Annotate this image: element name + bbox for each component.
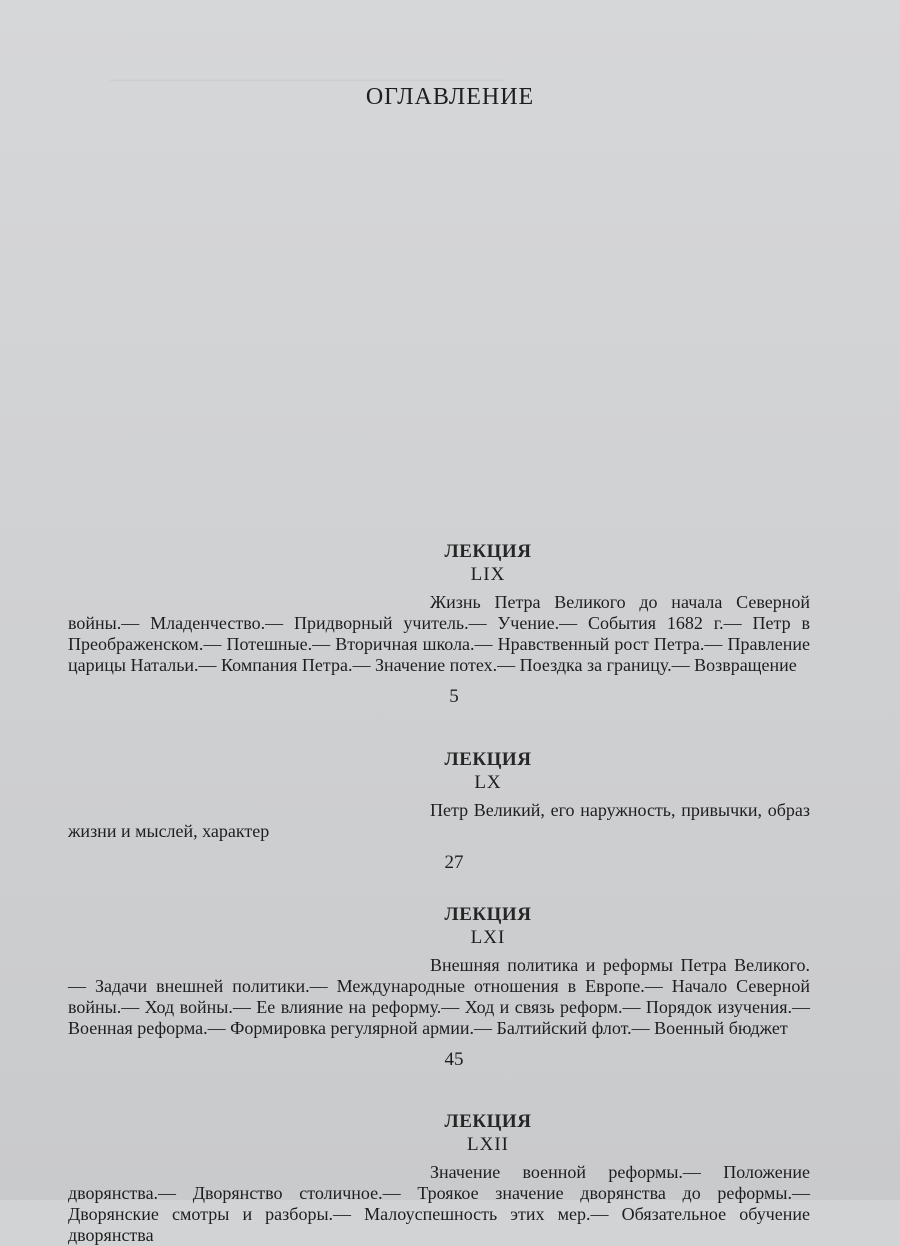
- lecture-number: LXI: [470, 927, 506, 948]
- page-title: ОГЛАВЛЕНИЕ: [365, 84, 535, 110]
- lecture-description: Жизнь Петра Великого до начала Северной войны.— Младенчество.— Придворный учитель.— Учение.— События 1682 г.— Петр в Преображенском.— Потешные.— Вторичная школа.— Нравственный рост Петра.— Правление царицы Натальи.— Компания Петра.— Значение потех.— Поездка за границу.— Возвращение: [68, 592, 810, 675]
- lecture-number: LXII: [467, 1134, 509, 1155]
- lecture-entry-lxii: [68, 1110, 810, 1246]
- show-through-text: ─────────────────────────────────────: [110, 73, 504, 89]
- lecture-number: LX: [474, 772, 502, 793]
- lecture-number: LIX: [470, 564, 506, 585]
- lecture-entry-lx: [68, 748, 810, 874]
- lecture-page-number: 5: [449, 686, 459, 707]
- lecture-label: ЛЕКЦИЯ: [444, 541, 532, 562]
- lecture-description: Петр Великий, его наружность, привычки, образ жизни и мыслей, характер: [68, 800, 810, 841]
- lecture-entry-lix: [68, 540, 810, 708]
- lecture-description: Значение военной реформы.— Положение дворянства.— Дворянство столичное.— Троякое значение дворянства до реформы.— Дворянские смотры и разборы.— Малоуспешность этих мер.— Обязательное обучение дворянства: [68, 1162, 810, 1245]
- lecture-entry-lxi: [68, 903, 810, 1071]
- lecture-page-number: 27: [444, 852, 464, 873]
- lecture-label: ЛЕКЦИЯ: [444, 1111, 532, 1132]
- lecture-label: ЛЕКЦИЯ: [444, 904, 532, 925]
- lecture-label: ЛЕКЦИЯ: [444, 749, 532, 770]
- lecture-description: Внешняя политика и реформы Петра Великого.— Задачи внешней политики.— Международные отношения в Европе.— Начало Северной войны.— Ход войны.— Ее влияние на реформу.— Ход и связь реформ.— Порядок изучения.— Военная реформа.— Формировка регулярной армии.— Балтийский флот.— Военный бюджет: [68, 955, 810, 1038]
- lecture-page-number: 45: [444, 1049, 464, 1070]
